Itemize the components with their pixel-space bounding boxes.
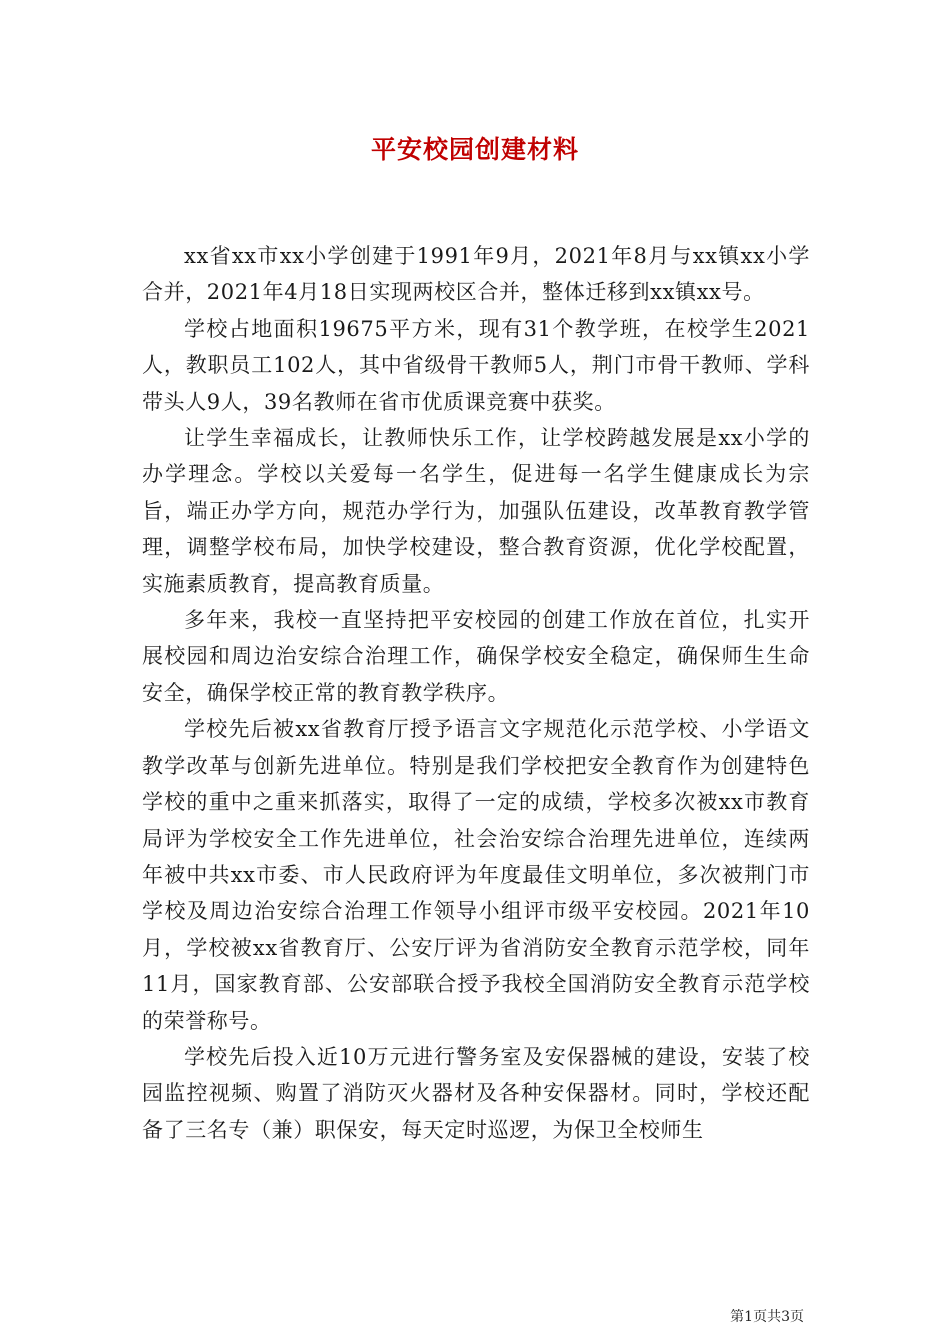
paragraph-1: xx省xx市xx小学创建于1991年9月，2021年8月与xx镇xx小学合并，2021年4月18日实现两校区合并，整体迁移到xx镇xx号。 [142, 244, 810, 305]
paragraph-2: 学校占地面积19675平方米，现有31个教学班，在校学生2021人，教职员工102人，其中省级骨干教师5人，荆门市骨干教师、学科带头人9人，39名教师在省市优质课竞赛中获奖。 [142, 316, 810, 414]
document-body [142, 238, 810, 1148]
paragraph-5: 学校先后被xx省教育厅授予语言文字规范化示范学校、小学语文教学改革与创新先进单位。特别是我们学校把安全教育作为创建特色学校的重中之重来抓落实，取得了一定的成绩，学校多次被xx市教育局评为学校安全工作先进单位，社会治安综合治理先进单位，连续两年被中共xx市委、市人民政府评为年度最佳文明单位，多次被荆门市学校及周边治安综合治理工作领导小组评市级平安校园。2021年10月，学校被xx省教育厅、公安厅评为省消防安全教育示范学校，同年11月，国家教育部、公安部联合授予我校全国消防安全教育示范学校的荣誉称号。 [142, 717, 810, 1033]
paragraph-3: 让学生幸福成长，让教师快乐工作，让学校跨越发展是xx小学的办学理念。学校以关爱每一名学生，促进每一名学生健康成长为宗旨，端正办学方向，规范办学行为，加强队伍建设，改革教育教学管理，调整学校布局，加快学校建设，整合教育资源，优化学校配置，实施素质教育，提高教育质量。 [142, 426, 810, 596]
page-number-footer: 第1页共3页 [730, 1309, 804, 1325]
paragraph-6: 学校先后投入近10万元进行警务室及安保器械的建设，安装了校园监控视频、购置了消防灭火器材及各种安保器材。同时，学校还配备了三名专（兼）职保安，每天定时巡逻，为保卫全校师生 [142, 1044, 810, 1142]
paragraph-4: 多年来，我校一直坚持把平安校园的创建工作放在首位，扎实开展校园和周边治安综合治理工作，确保学校安全稳定，确保师生生命安全，确保学校正常的教育教学秩序。 [142, 608, 810, 705]
document-title: 平安校园创建材料 [370, 135, 579, 164]
